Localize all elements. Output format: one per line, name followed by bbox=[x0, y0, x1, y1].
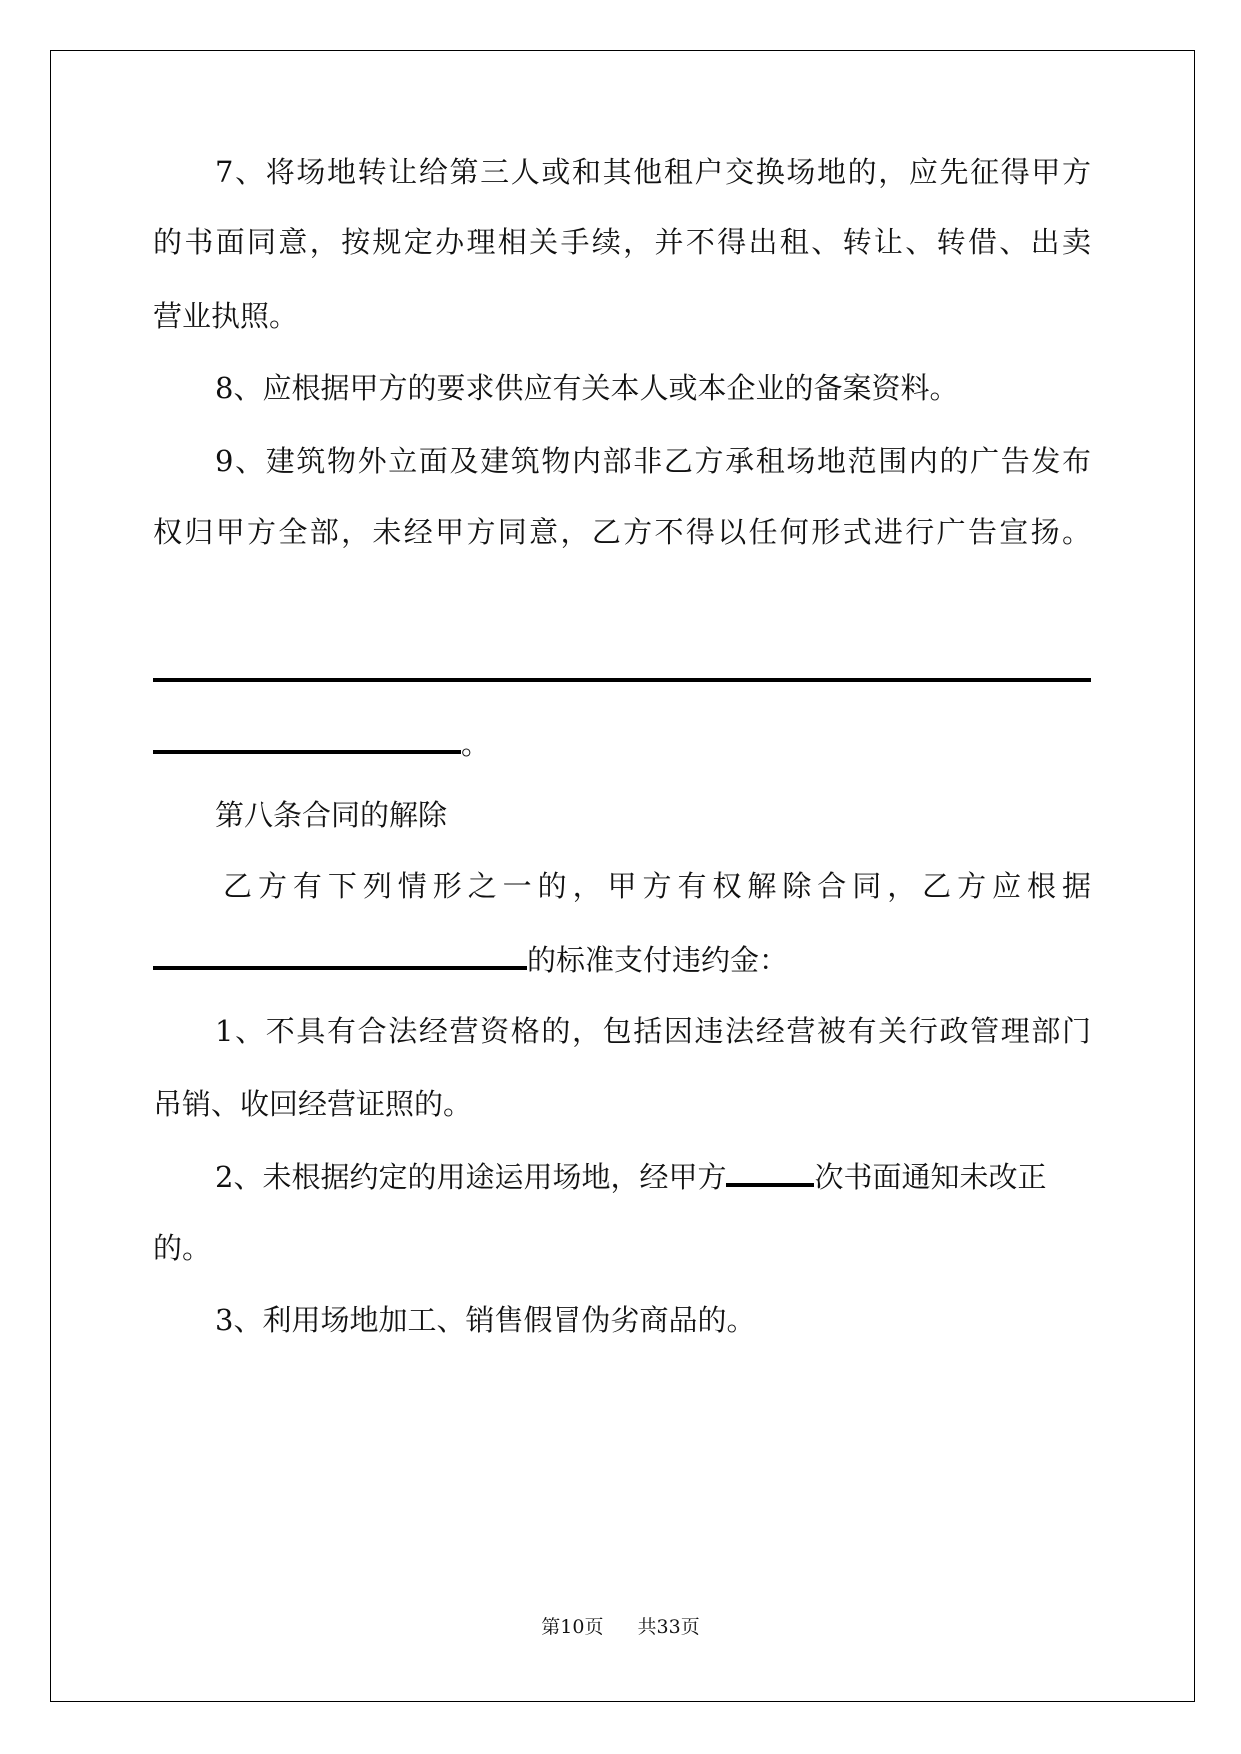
article-8-title: 第八条合同的解除 bbox=[215, 798, 448, 832]
item-2-prefix: 2、未根据约定的用途运用场地，经甲方 bbox=[215, 1160, 727, 1194]
para-7-line-2: 的书面同意，按规定办理相关手续，并不得出租、转让、转借、出卖 bbox=[153, 225, 1091, 259]
item-1-line-2: 吊销、收回经营证照的。 bbox=[153, 1087, 473, 1121]
item-2-suffix: 次书面通知未改正 bbox=[814, 1160, 1047, 1194]
article-8-intro-line-2 bbox=[153, 938, 788, 978]
article-8-intro-suffix: 的标准支付违约金： bbox=[527, 943, 789, 977]
notice-count-blank bbox=[726, 1155, 814, 1187]
article-8-intro-line-1: 乙方有下列情形之一的，甲方有权解除合同，乙方应根据 bbox=[223, 869, 1091, 903]
penalty-standard-blank bbox=[153, 938, 527, 970]
page-footer bbox=[0, 1612, 1241, 1639]
item-2-line-2: 的。 bbox=[153, 1231, 212, 1265]
para-7-line-3: 营业执照。 bbox=[153, 299, 299, 333]
blank-end-punct: 。 bbox=[461, 727, 491, 761]
para-9-line-2: 权归甲方全部，未经甲方同意，乙方不得以任何形式进行广告宣扬。 bbox=[153, 515, 1091, 549]
item-1-line-1: 1、不具有合法经营资格的，包括因违法经营被有关行政管理部门 bbox=[215, 1014, 1091, 1048]
page-total: 共33页 bbox=[637, 1616, 700, 1638]
para-8: 8、应根据甲方的要求供应有关本人或本企业的备案资料。 bbox=[215, 371, 959, 405]
item-3: 3、利用场地加工、销售假冒伪劣商品的。 bbox=[215, 1303, 756, 1337]
para-9-line-1: 9、建筑物外立面及建筑物内部非乙方承租场地范围内的广告发布 bbox=[215, 444, 1091, 478]
item-2-line-1 bbox=[215, 1155, 1046, 1195]
fill-blank-line-short bbox=[153, 722, 490, 762]
page-number: 第10页 bbox=[541, 1616, 604, 1638]
para-7-line-1: 7、将场地转让给第三人或和其他租户交换场地的，应先征得甲方 bbox=[215, 155, 1091, 189]
fill-blank-line-full bbox=[153, 650, 1091, 690]
